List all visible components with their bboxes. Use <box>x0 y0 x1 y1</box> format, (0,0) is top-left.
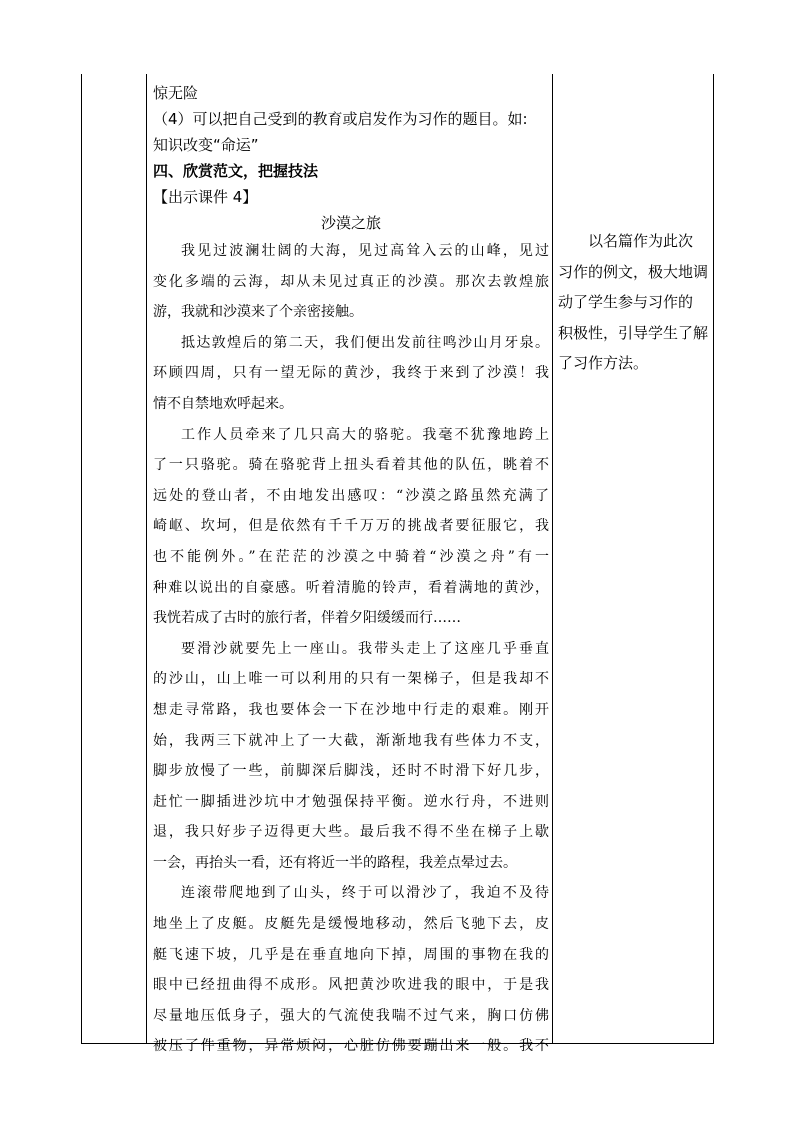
side-note-line: 动了学生参与习作的 <box>558 293 694 311</box>
essay-body <box>153 236 549 1062</box>
essay-line: 工作人员牵来了几只高大的骆驼。我毫不犹豫地跨上 <box>181 426 549 443</box>
essay-line: 要滑沙就要先上一座山。我带头走上了这座几乎垂直 <box>181 640 549 657</box>
essay-line: 眼中已经扭曲得不成形。风把黄沙吹进我的眼中，于是我 <box>153 977 549 994</box>
side-note-line: 以名篇作为此次 <box>588 232 694 250</box>
main-content-column <box>153 80 549 1062</box>
intro-line: 惊无险 <box>153 84 199 102</box>
essay-title: 沙漠之旅 <box>320 214 381 232</box>
essay-line: 连滚带爬地到了山头，终于可以滑沙了，我迫不及待 <box>181 885 549 902</box>
section-heading: 四、欣赏范文，把握技法 <box>153 162 319 180</box>
essay-line: 想走寻常路，我也要体会一下在沙地中行走的艰难。刚开 <box>153 701 549 718</box>
table-border-left <box>81 74 82 1044</box>
essay-line: 变化多端的云海，却从未见过真正的沙漠。那次去敦煌旅 <box>153 273 549 290</box>
essay-line: 我恍若成了古时的旅行者，伴着夕阳缓缓而行…… <box>153 610 461 627</box>
essay-line: 的沙山，山上唯一可以利用的只有一架梯子，但是我却不 <box>153 671 549 688</box>
essay-paragraph <box>153 328 549 420</box>
side-note-line: 习作的例文，极大地调 <box>558 262 709 281</box>
side-note-line: 了习作方法。 <box>558 354 649 372</box>
essay-line: 地坐上了皮艇。皮艇先是缓慢地移动，然后飞驰下去，皮 <box>153 916 549 933</box>
essay-line: 情不自禁地欢呼起来。 <box>153 395 293 412</box>
essay-line: 崎岖、坎坷，但是依然有千千万万的挑战者要征服它，我 <box>153 518 549 535</box>
essay-line: 抵达敦煌后的第二天，我们便出发前往鸣沙山月牙泉。 <box>181 334 549 351</box>
essay-line: 赶忙一脚插进沙坑中才勉强保持平衡。逆水行舟，不进则 <box>153 793 549 810</box>
essay-line: 脚步放慢了一些，前脚深后脚浅，还时不时滑下好几步， <box>153 763 549 780</box>
essay-line: 了一只骆驼。骑在骆驼背上扭头看着其他的队伍，眺着不 <box>153 457 549 474</box>
essay-line: 退，我只好步子迈得更大些。最后我不得不坐在梯子上歇 <box>153 824 549 841</box>
essay-line: 我见过波澜壮阔的大海，见过高耸入云的山峰，见过 <box>181 243 549 259</box>
essay-paragraph <box>153 420 549 634</box>
table-border-col1 <box>146 74 147 1044</box>
essay-paragraph <box>153 634 549 879</box>
essay-line: 种难以说出的自豪感。听着清脆的铃声，看着满地的黄沙， <box>153 579 549 596</box>
essay-line: 也不能例外。”在茫茫的沙漠之中骑着“沙漠之舟”有一 <box>153 548 549 565</box>
essay-line: 游，我就和沙漠来了个亲密接触。 <box>153 304 363 321</box>
essay-line: 环顾四周，只有一望无际的黄沙，我终于来到了沙漠！我 <box>153 365 549 382</box>
intro-line: （4）可以把自己受到的教育或启发作为习作的题目。如: <box>153 110 528 128</box>
design-intent-column <box>558 226 708 379</box>
side-note-line: 积极性，引导学生了解 <box>558 323 709 342</box>
essay-line: 被压了件重物，异常烦闷，心脏仿佛要蹦出来一般。我不 <box>153 1038 549 1055</box>
essay-line: 一会，再抬头一看，还有将近一半的路程，我差点晕过去。 <box>153 854 517 871</box>
essay-line: 尽量地压低身子，强大的气流使我喘不过气来，胸口仿佛 <box>153 1007 549 1024</box>
essay-line: 远处的登山者，不由地发出感叹：“沙漠之路虽然充满了 <box>153 487 549 504</box>
essay-line: 始，我两三下就冲上了一大截，渐渐地我有些体力不支， <box>153 732 549 749</box>
essay-line: 艇飞速下坡，几乎是在垂直地向下掉，周围的事物在我的 <box>153 946 549 963</box>
table-border-col2 <box>552 74 553 1044</box>
courseware-label: 【出示课件 4】 <box>153 188 258 206</box>
essay-paragraph <box>153 878 549 1062</box>
essay-paragraph <box>153 236 549 328</box>
intro-line: 知识改变“命运” <box>153 136 259 154</box>
table-border-right <box>713 74 714 1044</box>
